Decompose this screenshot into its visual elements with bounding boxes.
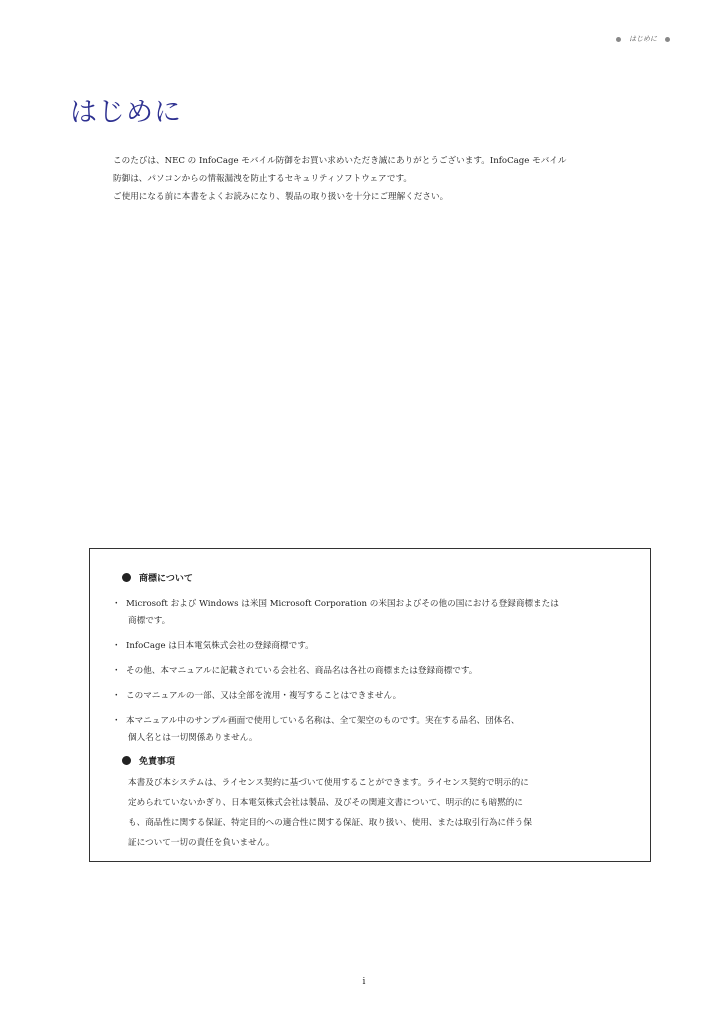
page-number: i	[362, 977, 366, 987]
disclaimer-paragraph	[128, 773, 628, 853]
list-item-text-cont: 商標です。	[128, 616, 171, 626]
disclaimer-heading-label: 免責事項	[139, 757, 176, 767]
trademark-heading-label: 商標について	[139, 574, 193, 584]
list-item	[112, 638, 632, 655]
running-header-title: はじめに	[629, 35, 657, 43]
list-item	[112, 663, 632, 680]
running-header	[616, 34, 670, 44]
list-item-text: InfoCage は日本電気株式会社の登録商標です。	[126, 641, 314, 651]
disclaimer-line: 本書及び本システムは、ライセンス契約に基づいて使用することができます。ライセンス契約で明示的に	[128, 778, 529, 788]
list-item	[112, 688, 632, 705]
intro-line: ご使用になる前に本書をよくお読みになり、製品の取り扱いを十分にご理解ください。	[113, 192, 449, 202]
list-item-text: 本マニュアル中のサンプル画面で使用している名称は、全て架空のものです。実在する品名、団体名、	[126, 716, 520, 726]
intro-line: 防御は、パソコンからの情報漏洩を防止するセキュリティソフトウェアです。	[113, 174, 412, 184]
disclaimer-heading	[122, 754, 175, 767]
disclaimer-line: も、商品性に関する保証、特定目的への適合性に関する保証、取り扱い、使用、または取引行為に伴う保	[128, 818, 532, 828]
bullet-dot-icon	[665, 37, 670, 42]
intro-line: このたびは、NEC の InfoCage モバイル防御をお買い求めいただき誠にありがとうございます。InfoCage モバイル	[113, 156, 567, 166]
page-title: はじめに	[70, 97, 182, 128]
bullet-mark: ・	[112, 716, 121, 726]
list-item-text: Microsoft および Windows は米国 Microsoft Corporation の米国およびその他の国における登録商標または	[126, 599, 559, 609]
trademark-heading	[122, 571, 193, 584]
intro-paragraph	[113, 152, 643, 206]
bullet-mark: ・	[112, 599, 121, 609]
bullet-mark: ・	[112, 691, 121, 701]
notice-box	[89, 548, 651, 862]
list-item	[112, 596, 632, 630]
list-item-text-cont: 個人名とは一切関係ありません。	[128, 733, 258, 743]
filled-circle-icon	[122, 756, 131, 765]
bullet-mark: ・	[112, 666, 121, 676]
bullet-mark: ・	[112, 641, 121, 651]
list-item-text: その他、本マニュアルに記載されている会社名、商品名は各社の商標または登録商標です。	[126, 666, 478, 676]
filled-circle-icon	[122, 573, 131, 582]
list-item-text: このマニュアルの一部、又は全部を流用・複写することはできません。	[126, 691, 402, 701]
disclaimer-line: 定められていないかぎり、日本電気株式会社は製品、及びその関連文書について、明示的にも暗黙的に	[128, 798, 523, 808]
disclaimer-line: 証について一切の責任を負いません。	[128, 838, 275, 848]
bullet-dot-icon	[616, 37, 621, 42]
trademark-list	[112, 596, 632, 755]
list-item	[112, 713, 632, 747]
